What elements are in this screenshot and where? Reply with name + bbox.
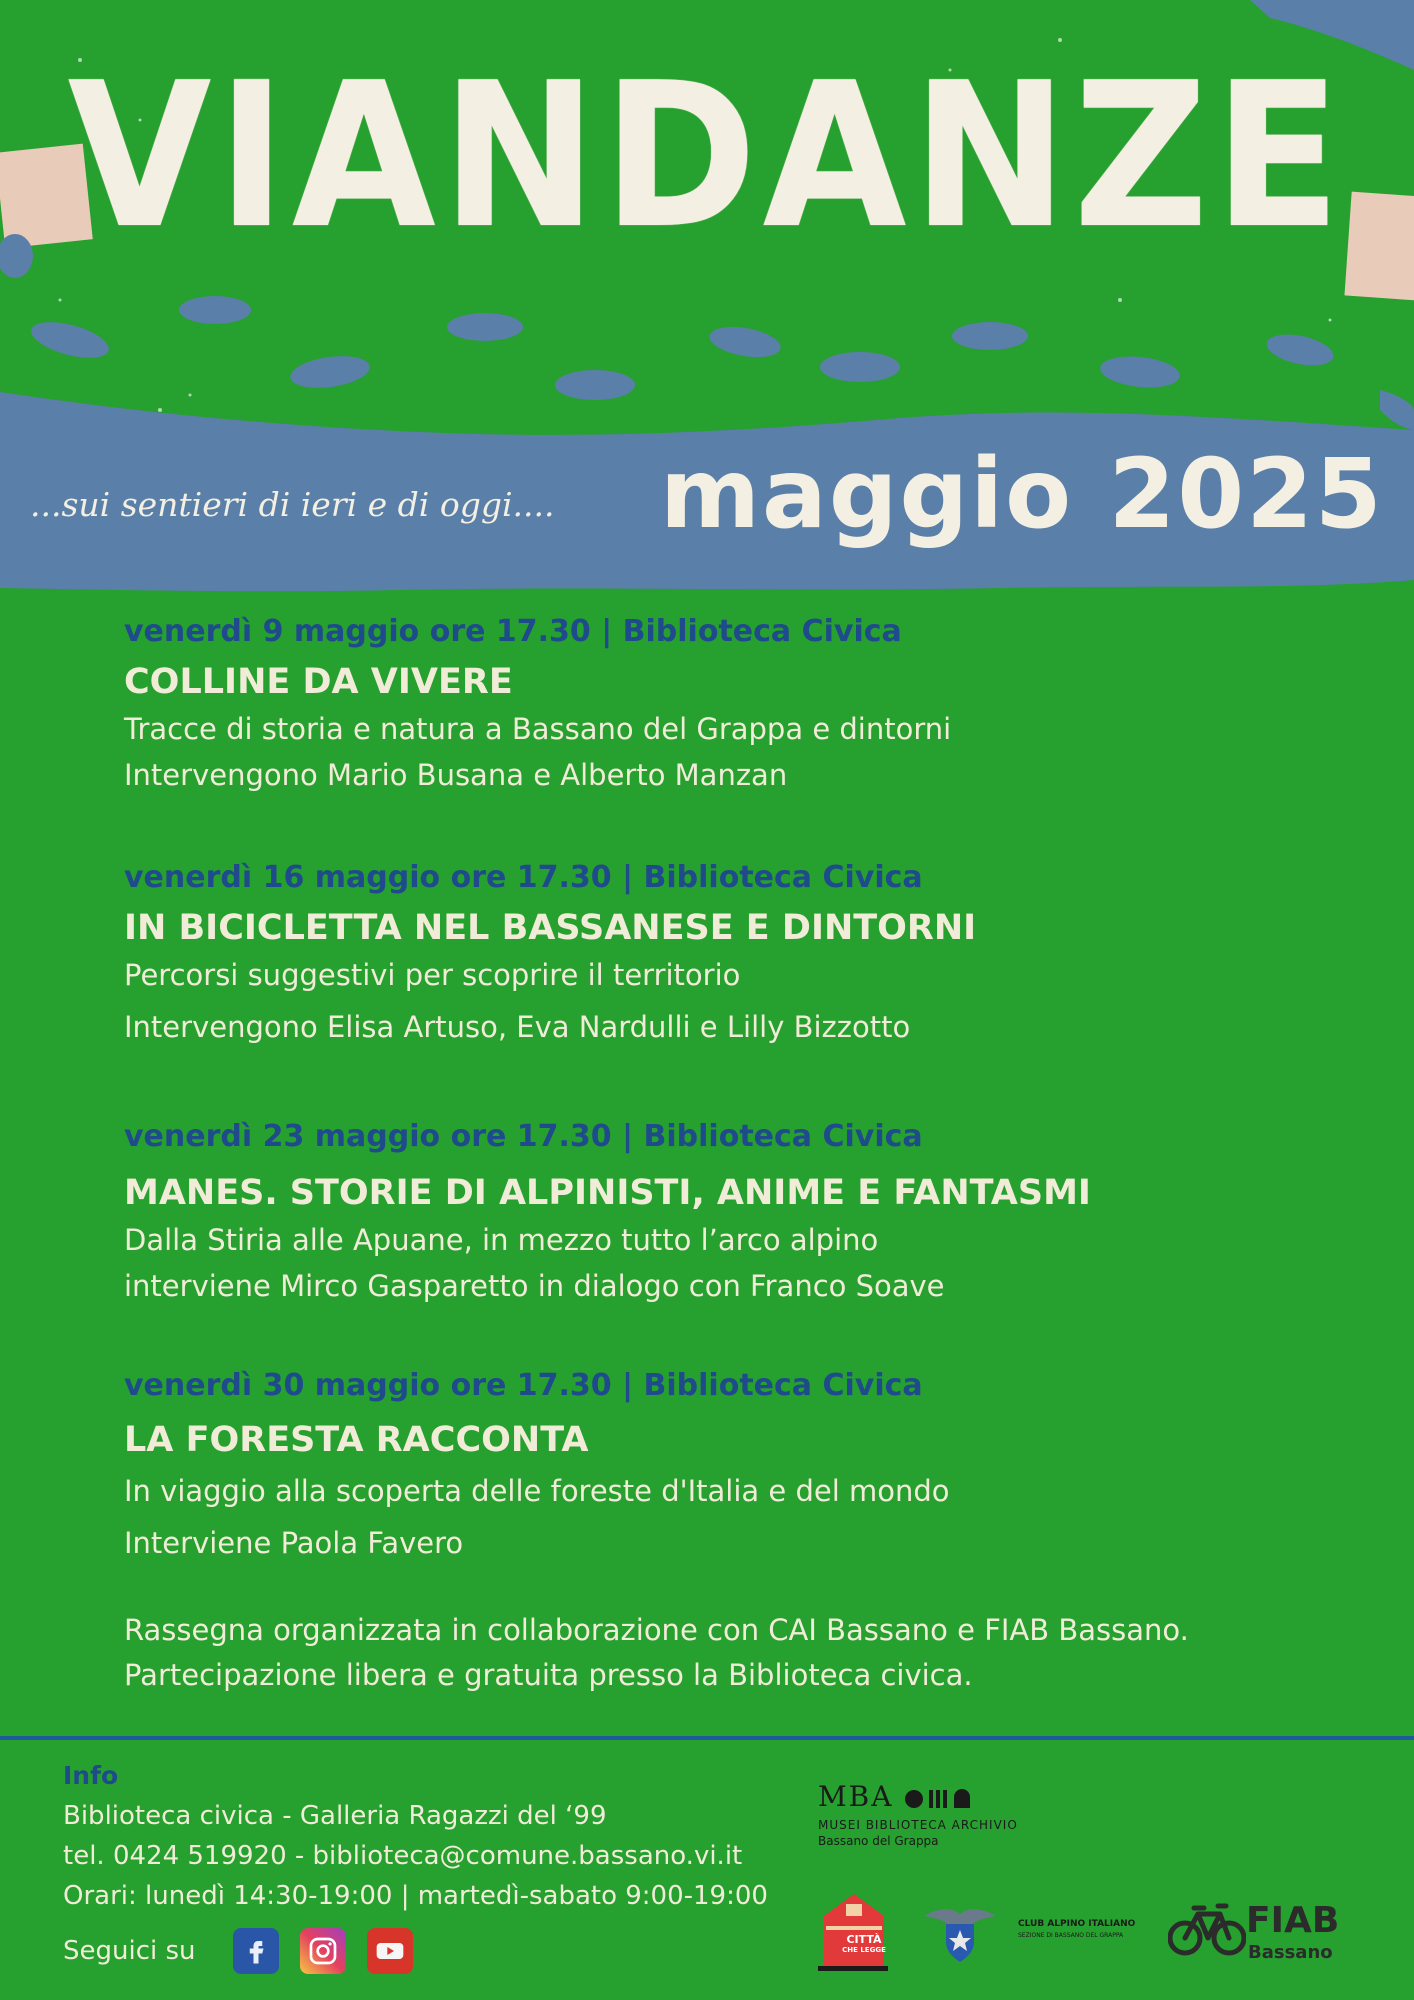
mba-subtitle: MUSEI BIBLIOTECA ARCHIVIO: [818, 1818, 1018, 1832]
mba-location: Bassano del Grappa: [818, 1834, 939, 1848]
event-date: venerdì 23 maggio ore 17.30 | Biblioteca Civica: [124, 1119, 923, 1154]
event-date: venerdì 30 maggio ore 17.30 | Biblioteca Civica: [124, 1368, 923, 1403]
event-subtitle: In viaggio alla scoperta delle foreste d'Italia e del mondo: [124, 1474, 950, 1508]
mba-logo-text: MBA: [818, 1780, 894, 1813]
info-place: Biblioteca civica - Galleria Ragazzi del ‘99: [63, 1801, 607, 1831]
citta-che-legge-text: [836, 1934, 892, 1956]
organization-note: [124, 1608, 1384, 1698]
event-4: [124, 1366, 1324, 1566]
fiab-logo-sub: Bassano: [1248, 1942, 1333, 1963]
facebook-button[interactable]: [233, 1928, 279, 1974]
info-contact[interactable]: tel. 0424 519920 - biblioteca@comune.bassano.vi.it: [63, 1841, 743, 1871]
event-2: [124, 858, 1324, 1050]
event-speakers: Intervengono Elisa Artuso, Eva Nardulli e Lilly Bizzotto: [124, 1010, 911, 1044]
instagram-button[interactable]: [300, 1928, 346, 1974]
youtube-icon: [374, 1935, 406, 1967]
event-subtitle: Tracce di storia e natura a Bassano del Grappa e dintorni: [124, 712, 952, 746]
citta-label: CITTÀ: [846, 1933, 882, 1946]
info-title: Info: [63, 1761, 119, 1790]
footer-divider: [0, 1736, 1414, 1740]
mba-logo: [818, 1780, 974, 1813]
mba-shapes-icon: [904, 1787, 974, 1811]
cai-logo-text: [1018, 1919, 1158, 1941]
event-1: [124, 612, 1324, 798]
event-subtitle: Dalla Stiria alle Apuane, in mezzo tutto l’arco alpino: [124, 1223, 879, 1257]
facebook-icon: [241, 1936, 271, 1966]
info-block: [63, 1756, 823, 1916]
event-title: MANES. STORIE DI ALPINISTI, ANIME E FANTASMI: [124, 1173, 1091, 1213]
youtube-button[interactable]: [367, 1928, 413, 1974]
event-speakers: Intervengono Mario Busana e Alberto Manzan: [124, 758, 788, 792]
event-subtitle: Percorsi suggestivi per scoprire il territorio: [124, 958, 741, 992]
event-title: COLLINE DA VIVERE: [124, 662, 513, 702]
event-speakers: Interviene Paola Favero: [124, 1526, 464, 1560]
cai-label: CLUB ALPINO ITALIANO: [1018, 1919, 1136, 1929]
bicycle-icon: [1168, 1900, 1246, 1958]
instagram-icon: [307, 1935, 339, 1967]
citta-che-legge-logo: [812, 1886, 896, 1972]
tagline: ...sui sentieri di ieri e di oggi....: [30, 485, 555, 524]
event-3: [124, 1117, 1324, 1309]
note-line-2: Partecipazione libera e gratuita presso la Biblioteca civica.: [124, 1658, 973, 1692]
fiab-logo-text: FIAB: [1246, 1900, 1340, 1941]
event-title: LA FORESTA RACCONTA: [124, 1420, 589, 1460]
event-date: venerdì 9 maggio ore 17.30 | Biblioteca Civica: [124, 614, 902, 649]
event-speakers: interviene Mirco Gasparetto in dialogo con Franco Soave: [124, 1269, 945, 1303]
poster-title: VIANDANZE: [67, 40, 1347, 273]
citta-sub-label: CHE LEGGE: [842, 1946, 886, 1954]
event-date: venerdì 16 maggio ore 17.30 | Biblioteca Civica: [124, 860, 923, 895]
event-title: IN BICICLETTA NEL BASSANESE E DINTORNI: [124, 908, 977, 948]
month-year: maggio 2025: [660, 438, 1384, 550]
note-line-1: Rassegna organizzata in collaborazione con CAI Bassano e FIAB Bassano.: [124, 1613, 1189, 1647]
eagle-emblem-icon: [922, 1898, 998, 1964]
info-hours: Orari: lunedì 14:30-19:00 | martedì-sabato 9:00-19:00: [63, 1881, 768, 1911]
cai-sub-label: SEZIONE DI BASSANO DEL GRAPPA: [1018, 1932, 1124, 1939]
follow-label: Seguici su: [63, 1936, 196, 1966]
